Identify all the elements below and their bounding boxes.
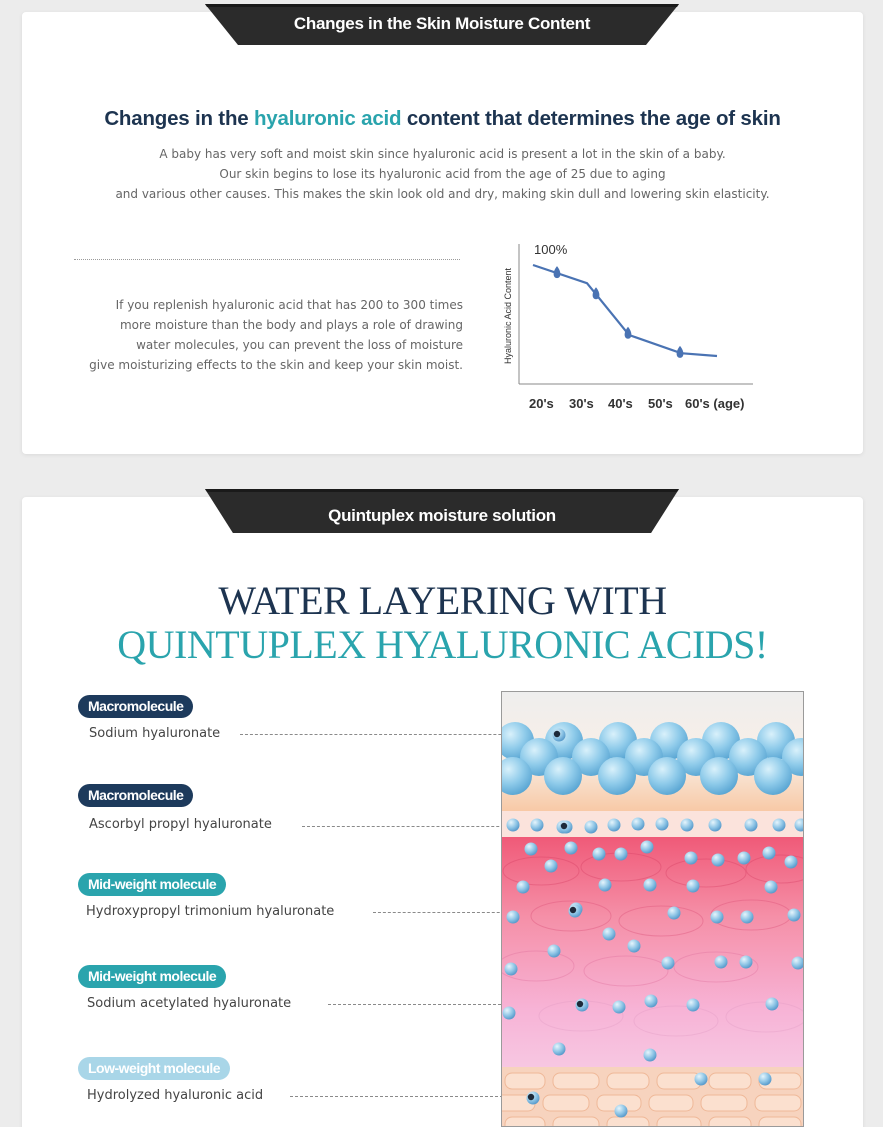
hyaluronic-acid-molecule — [613, 1001, 626, 1014]
hyaluronic-acid-molecule — [738, 852, 751, 865]
hyaluronic-acid-molecule — [681, 819, 694, 832]
hyaluronic-acid-molecule — [545, 860, 558, 873]
hyaluronic-acid-molecule — [503, 1007, 516, 1020]
hyaluronic-acid-molecule — [641, 841, 654, 854]
ingredient-label: Sodium acetylated hyaluronate — [87, 996, 292, 1011]
leader-endpoint-dot — [570, 907, 576, 913]
hyaluronic-acid-molecule — [507, 911, 520, 924]
headline-part1: Changes in the — [104, 107, 254, 130]
y-axis-label: Hyaluronic Acid Content — [503, 267, 513, 364]
description-line: more moisture than the body and plays a role of drawing — [119, 318, 463, 332]
hyaluronic-acid-molecule — [685, 852, 698, 865]
leader-line — [290, 1096, 528, 1097]
chart-marks — [533, 265, 717, 358]
badge-macromolecule: Macromolecule — [78, 695, 193, 718]
description-line: give moisturizing effects to the skin and keep your skin moist. — [89, 358, 463, 372]
hyaluronic-acid-molecule — [712, 854, 725, 867]
hyaluronic-acid-molecule — [517, 881, 530, 894]
data-point — [625, 327, 632, 339]
data-point — [554, 266, 561, 278]
badge-macromolecule: Macromolecule — [78, 784, 193, 807]
hyaluronic-acid-molecule — [773, 819, 786, 832]
hyaluronic-acid-molecule — [645, 995, 658, 1008]
leader-endpoint-dot — [577, 1001, 583, 1007]
x-tick-label: 50's — [648, 396, 673, 411]
hyaluronic-acid-molecule — [593, 848, 606, 861]
hyaluronic-acid-molecule — [687, 999, 700, 1012]
macromolecule-sphere — [700, 757, 738, 795]
hyaluronic-acid-molecule — [741, 911, 754, 924]
hyaluronic-acid-molecule — [711, 911, 724, 924]
leader-endpoint-dot — [561, 823, 567, 829]
leader-endpoint-dot — [528, 1094, 534, 1100]
x-tick-label: 40's — [608, 396, 633, 411]
description-paragraph — [40, 295, 463, 375]
hyaluronic-acid-molecule — [765, 881, 778, 894]
data-point — [677, 346, 684, 358]
epidermis-band — [501, 811, 804, 837]
headline-highlight: hyaluronic acid — [253, 107, 402, 130]
x-tick-label: 60's (age) — [685, 396, 745, 411]
hyaluronic-acid-molecule — [565, 842, 578, 855]
dotted-divider — [74, 259, 460, 260]
hyaluronic-acid-molecule — [615, 1105, 628, 1118]
hyaluronic-acid-molecule — [656, 818, 669, 831]
hyaluronic-acid-molecule — [715, 956, 728, 969]
intro-paragraph — [22, 144, 863, 204]
badge-low-weight-molecule: Low-weight molecule — [78, 1057, 230, 1080]
series-line — [533, 265, 717, 356]
hyaluronic-acid-chart — [495, 236, 755, 416]
hyaluronic-acid-molecule — [766, 998, 779, 1011]
hyaluronic-acid-molecule — [695, 1073, 708, 1086]
title-line-2: QUINTUPLEX HYALURONIC ACIDS! — [117, 622, 768, 667]
hyaluronic-acid-molecule — [792, 957, 805, 970]
chart-tick-labels — [529, 396, 744, 411]
hyaluronic-acid-molecule — [525, 843, 538, 856]
hyaluronic-acid-molecule — [709, 819, 722, 832]
hyaluronic-acid-molecule — [632, 818, 645, 831]
hyaluronic-acid-molecule — [763, 847, 776, 860]
hyaluronic-acid-molecule — [644, 1049, 657, 1062]
hyaluronic-acid-molecule — [548, 945, 561, 958]
description-line: water molecules, you can prevent the loss of moisture — [136, 338, 463, 352]
macromolecule-sphere — [754, 757, 792, 795]
hyaluronic-acid-molecule — [507, 819, 520, 832]
hyaluronic-acid-molecule — [603, 928, 616, 941]
intro-line: Our skin begins to lose its hyaluronic acid from the age of 25 due to aging — [219, 167, 666, 181]
badge-mid-weight-molecule: Mid-weight molecule — [78, 965, 226, 988]
hyaluronic-acid-molecule — [745, 819, 758, 832]
x-tick-label: 20's — [529, 396, 554, 411]
y-max-label: 100% — [534, 242, 568, 257]
macromolecule-sphere — [648, 757, 686, 795]
hyaluronic-acid-molecule — [599, 879, 612, 892]
macromolecule-sphere — [544, 757, 582, 795]
section-tab-moisture — [205, 4, 679, 48]
hyaluronic-acid-molecule — [608, 819, 621, 832]
hyaluronic-acid-molecule — [759, 1073, 772, 1086]
section-tab-label: Changes in the Skin Moisture Content — [293, 14, 591, 33]
hyaluronic-acid-molecule — [687, 880, 700, 893]
ingredient-label: Hydroxypropyl trimonium hyaluronate — [86, 904, 335, 919]
title-line-1: WATER LAYERING WITH — [218, 578, 667, 623]
hyaluronic-acid-molecule — [668, 907, 681, 920]
hyaluronic-acid-molecule — [505, 963, 518, 976]
section-headline — [22, 107, 863, 131]
headline-part2: content that determines the age of skin — [401, 107, 781, 130]
leader-endpoint-dot — [554, 731, 560, 737]
intro-line: and various other causes. This makes the skin look old and dry, making skin dull and lowering skin elasticity. — [115, 187, 770, 201]
hyaluronic-acid-molecule — [531, 819, 544, 832]
badge-mid-weight-molecule: Mid-weight molecule — [78, 873, 226, 896]
ingredient-label: Hydrolyzed hyaluronic acid — [87, 1088, 264, 1103]
macromolecule-sphere — [598, 757, 636, 795]
skin-layer-diagram — [501, 691, 804, 1127]
section-tab-label: Quintuplex moisture solution — [328, 506, 556, 525]
ingredient-label: Ascorbyl propyl hyaluronate — [89, 817, 272, 832]
hyaluronic-acid-molecule — [585, 821, 598, 834]
hyaluronic-acid-molecule — [785, 856, 798, 869]
hyaluronic-acid-molecule — [628, 940, 641, 953]
hyaluronic-acid-molecule — [740, 956, 753, 969]
hyaluronic-acid-molecule — [615, 848, 628, 861]
hyaluronic-acid-molecule — [644, 879, 657, 892]
x-tick-label: 30's — [569, 396, 594, 411]
section-tab-quintuplex — [205, 489, 679, 533]
hyaluronic-acid-molecule — [788, 909, 801, 922]
hyaluronic-acid-molecule — [662, 957, 675, 970]
ingredient-label: Sodium hyaluronate — [89, 726, 221, 741]
data-point — [593, 287, 600, 299]
hyaluronic-acid-molecule — [553, 1043, 566, 1056]
description-line: If you replenish hyaluronic acid that has 200 to 300 times — [115, 298, 463, 312]
intro-line: A baby has very soft and moist skin since hyaluronic acid is present a lot in the skin of a baby. — [159, 147, 726, 161]
